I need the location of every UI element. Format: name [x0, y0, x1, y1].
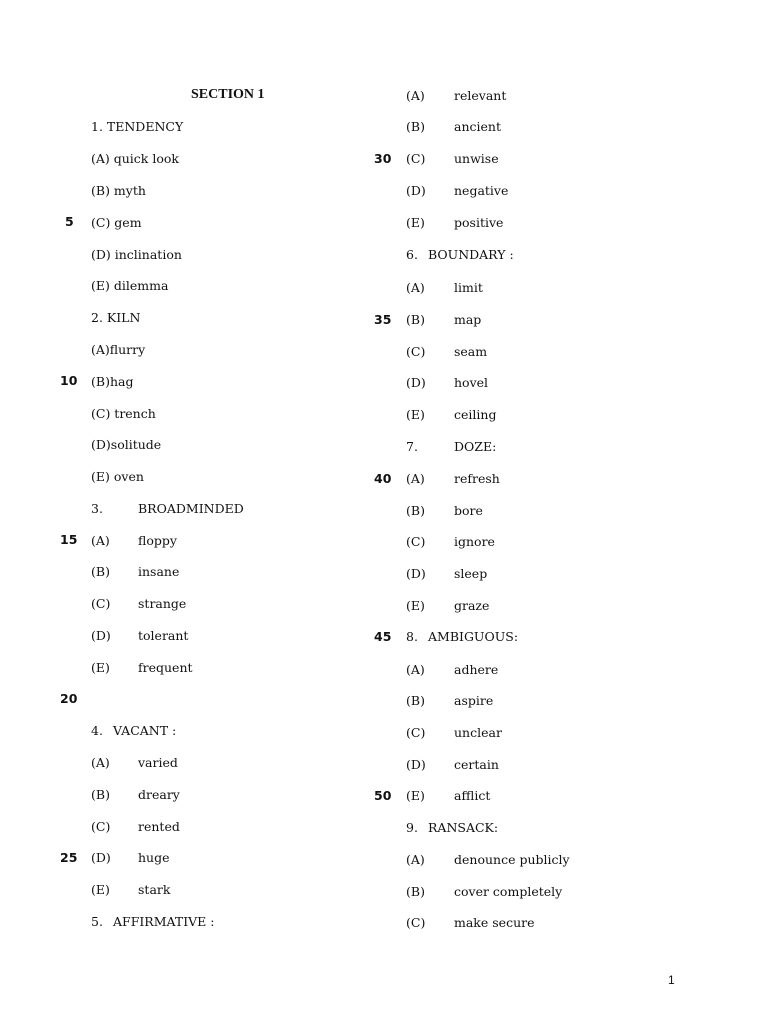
question-8-option-e-tag: (E) [406, 788, 425, 803]
question-7-option-a-tag: (A) [406, 471, 425, 486]
question-3-option-a-tag: (A) [91, 533, 110, 548]
question-9-option-c-tag: (C) [406, 915, 426, 930]
question-4-stem: VACANT : [113, 723, 177, 738]
question-6-option-e-tag: (E) [406, 407, 425, 422]
question-8-option-d-tag: (D) [406, 757, 426, 772]
question-5-option-a-tag: (A) [406, 88, 425, 103]
question-5-option-c-tag: (C) [406, 151, 426, 166]
question-8-stem: AMBIGUOUS: [428, 629, 519, 644]
question-2-option-e: (E) oven [91, 469, 144, 484]
question-6-number: 6. [406, 247, 418, 262]
question-2-option-c: (C) trench [91, 406, 156, 421]
question-6-option-c: seam [454, 344, 488, 359]
line-number: 5 [65, 214, 74, 229]
question-4-option-b: dreary [138, 787, 180, 802]
question-7-option-e-tag: (E) [406, 598, 425, 613]
question-4-option-a-tag: (A) [91, 755, 110, 770]
question-3-option-a: floppy [138, 533, 177, 548]
question-7-option-c: ignore [454, 534, 495, 549]
question-3-number: 3. [91, 501, 103, 516]
question-3-option-e: frequent [138, 660, 193, 675]
question-8-option-b-tag: (B) [406, 693, 425, 708]
question-5-option-b-tag: (B) [406, 119, 425, 134]
question-9-option-a-tag: (A) [406, 852, 425, 867]
question-7-option-e: graze [454, 598, 490, 613]
line-number: 45 [374, 629, 392, 644]
question-4-option-c-tag: (C) [91, 819, 111, 834]
question-6-option-d-tag: (D) [406, 375, 426, 390]
question-2-option-d: (D)solitude [91, 437, 162, 452]
question-7-option-b-tag: (B) [406, 503, 425, 518]
question-4-option-c: rented [138, 819, 180, 834]
question-8-option-c-tag: (C) [406, 725, 426, 740]
question-7-option-a: refresh [454, 471, 500, 486]
question-1-option-e: (E) dilemma [91, 278, 169, 293]
question-7-number: 7. [406, 439, 418, 454]
question-3-option-e-tag: (E) [91, 660, 110, 675]
question-5-stem: AFFIRMATIVE : [113, 914, 215, 929]
question-8-option-b: aspire [454, 693, 494, 708]
question-4-option-d: huge [138, 850, 170, 865]
question-3-option-d-tag: (D) [91, 628, 111, 643]
line-number: 30 [374, 151, 392, 166]
question-3-stem: BROADMINDED [138, 501, 244, 516]
question-3-option-d: tolerant [138, 628, 189, 643]
question-5-number: 5. [91, 914, 103, 929]
line-number: 40 [374, 471, 392, 486]
question-7-stem: DOZE: [454, 439, 497, 454]
page-number: 1 [668, 973, 675, 987]
line-number: 20 [60, 691, 78, 706]
question-6-option-a: limit [454, 280, 483, 295]
question-9-option-a: denounce publicly [454, 852, 570, 867]
line-number: 10 [60, 373, 78, 388]
question-5-option-d: negative [454, 183, 509, 198]
question-3-option-b: insane [138, 564, 180, 579]
question-9-option-c: make secure [454, 915, 535, 930]
line-number: 25 [60, 850, 78, 865]
question-4-number: 4. [91, 723, 103, 738]
question-5-option-d-tag: (D) [406, 183, 426, 198]
question-4-option-b-tag: (B) [91, 787, 110, 802]
question-9-option-b: cover completely [454, 884, 563, 899]
question-8-option-c: unclear [454, 725, 502, 740]
question-5-option-a: relevant [454, 88, 507, 103]
question-1-option-a: (A) quick look [91, 151, 179, 166]
line-number: 15 [60, 532, 78, 547]
question-7-option-d: sleep [454, 566, 488, 581]
question-4-option-e-tag: (E) [91, 882, 110, 897]
question-8-option-a-tag: (A) [406, 662, 425, 677]
question-6-option-b-tag: (B) [406, 312, 425, 327]
question-9-number: 9. [406, 820, 418, 835]
question-6-option-a-tag: (A) [406, 280, 425, 295]
question-8-option-e: afflict [454, 788, 491, 803]
question-3-option-b-tag: (B) [91, 564, 110, 579]
question-2-stem: 2. KILN [91, 310, 141, 325]
question-4-option-e: stark [138, 882, 171, 897]
question-2-option-b: (B)hag [91, 374, 134, 389]
question-1-option-c: (C) gem [91, 215, 142, 230]
question-8-option-d: certain [454, 757, 499, 772]
question-9-option-b-tag: (B) [406, 884, 425, 899]
question-1-option-d: (D) inclination [91, 247, 182, 262]
line-number: 35 [374, 312, 392, 327]
question-2-option-a: (A)flurry [91, 342, 146, 357]
question-9-stem: RANSACK: [428, 820, 499, 835]
question-3-option-c-tag: (C) [91, 596, 111, 611]
question-5-option-b: ancient [454, 119, 501, 134]
question-4-option-a: varied [138, 755, 178, 770]
question-8-number: 8. [406, 629, 418, 644]
question-1-stem: 1. TENDENCY [91, 119, 184, 134]
question-6-option-b: map [454, 312, 482, 327]
line-number: 50 [374, 788, 392, 803]
question-8-option-a: adhere [454, 662, 499, 677]
question-1-option-b: (B) myth [91, 183, 146, 198]
question-4-option-d-tag: (D) [91, 850, 111, 865]
question-6-option-e: ceiling [454, 407, 497, 422]
question-5-option-e: positive [454, 215, 504, 230]
question-3-option-c: strange [138, 596, 187, 611]
question-7-option-c-tag: (C) [406, 534, 426, 549]
question-7-option-b: bore [454, 503, 483, 518]
question-6-stem: BOUNDARY : [428, 247, 514, 262]
question-6-option-c-tag: (C) [406, 344, 426, 359]
section-title: SECTION 1 [191, 87, 265, 102]
question-7-option-d-tag: (D) [406, 566, 426, 581]
question-6-option-d: hovel [454, 375, 489, 390]
question-5-option-e-tag: (E) [406, 215, 425, 230]
question-5-option-c: unwise [454, 151, 499, 166]
